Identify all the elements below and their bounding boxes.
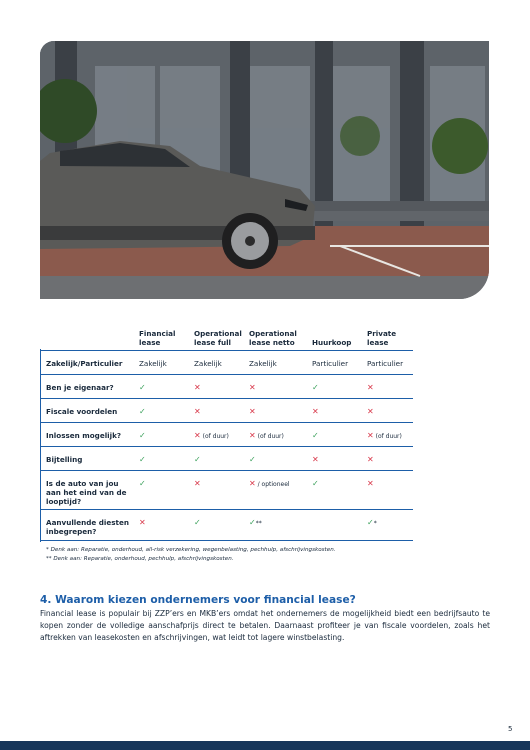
table-row <box>40 471 413 510</box>
cross-icon: ✕ <box>249 479 256 488</box>
header-operational-netto: Operational lease netto <box>249 329 297 347</box>
row-label: Zakelijk/Particulier <box>40 351 139 375</box>
table-cell <box>367 399 413 423</box>
table-cell <box>367 423 413 447</box>
row-label: Fiscale voordelen <box>40 399 139 423</box>
header-operational-full: Operational lease full <box>194 329 242 347</box>
table-cell: Zakelijk <box>139 351 194 375</box>
table-cell <box>194 423 249 447</box>
check-icon: ✓ <box>139 383 146 392</box>
table-cell <box>312 510 367 541</box>
cross-icon: ✕ <box>367 407 374 416</box>
car-illustration <box>40 41 489 299</box>
check-icon: ✓ <box>194 518 201 527</box>
table-cell <box>367 375 413 399</box>
cross-icon: ✕ <box>194 383 201 392</box>
footer-bar <box>0 741 530 750</box>
table-cell <box>194 399 249 423</box>
table-cell <box>249 399 312 423</box>
row-label: Bijtelling <box>40 447 139 471</box>
check-icon: ✓ <box>312 383 319 392</box>
check-icon: ✓ <box>139 479 146 488</box>
table-cell <box>194 447 249 471</box>
check-icon: ✓ <box>367 518 374 527</box>
cross-icon: ✕ <box>312 455 319 464</box>
row-label: Aanvullende diesten inbegrepen? <box>40 510 139 541</box>
cross-icon: ✕ <box>367 431 374 440</box>
car-photo <box>40 41 489 299</box>
table-cell: Particulier <box>312 351 367 375</box>
cross-icon: ✕ <box>139 518 146 527</box>
table-cell <box>194 375 249 399</box>
table-cell <box>367 471 413 510</box>
row-label: Inlossen mogelijk? <box>40 423 139 447</box>
cell-note: (of duur) <box>255 433 284 440</box>
table-cell <box>194 510 249 541</box>
footnote-one: * Denk aan: Reparatie, onderhoud, all-risk verzekering, wegenbelasting, pechhulp, afschrijvingskosten. <box>46 547 336 553</box>
table-cell <box>312 399 367 423</box>
table-cell <box>249 447 312 471</box>
check-icon: ✓ <box>139 431 146 440</box>
cell-note: / optioneel <box>255 481 290 488</box>
table-cell <box>249 423 312 447</box>
table-cell <box>249 510 312 541</box>
table-cell <box>139 471 194 510</box>
table-row <box>40 351 413 375</box>
row-label: Ben je eigenaar? <box>40 375 139 399</box>
header-financial-lease: Financial lease <box>139 329 176 347</box>
table-cell <box>312 375 367 399</box>
cross-icon: ✕ <box>249 407 256 416</box>
check-icon: ✓ <box>139 455 146 464</box>
table-row <box>40 510 413 541</box>
table-cell <box>139 447 194 471</box>
cell-note: * <box>373 520 377 527</box>
table-cell <box>139 399 194 423</box>
header-empty <box>40 325 139 351</box>
table-cell <box>249 471 312 510</box>
table-cell: Zakelijk <box>194 351 249 375</box>
table-cell <box>312 447 367 471</box>
table-cell <box>139 510 194 541</box>
row-label: Is de auto van jou aan het eind van de looptijd? <box>40 471 139 510</box>
cross-icon: ✕ <box>194 479 201 488</box>
table-row <box>40 399 413 423</box>
cell-note: (of duur) <box>373 433 402 440</box>
table-cell <box>367 510 413 541</box>
page-number: 5 <box>508 725 513 733</box>
table-row <box>40 423 413 447</box>
table-row <box>40 447 413 471</box>
cross-icon: ✕ <box>249 431 256 440</box>
table-row <box>40 375 413 399</box>
table-cell <box>312 423 367 447</box>
table-cell: Zakelijk <box>249 351 312 375</box>
cross-icon: ✕ <box>194 407 201 416</box>
check-icon: ✓ <box>194 455 201 464</box>
cross-icon: ✕ <box>367 383 374 392</box>
section-body: Financial lease is populair bij ZZP’ers en MKB’ers omdat het ondernemers de mogelijkheid biedt een bedrijfsauto te kopen zonder de volledige aanschafprijs direct te betalen. Daarnaast profiteer je van fiscale voordelen, zoals het aftrekken van leasekosten en afschrijvingen, wat leidt tot lagere winstbelasting. <box>40 609 490 643</box>
section-title: 4. Waarom kiezen ondernemers voor financial lease? <box>40 594 356 606</box>
cross-icon: ✕ <box>249 383 256 392</box>
cross-icon: ✕ <box>367 479 374 488</box>
footnote-two: ** Denk aan: Reparatie, onderhoud, pechhulp, afschrijvingskosten. <box>46 556 234 562</box>
cell-note: ** <box>255 520 262 527</box>
table-cell: Particulier <box>367 351 413 375</box>
header-private-lease: Private lease <box>367 329 397 347</box>
table-cell <box>194 471 249 510</box>
cross-icon: ✕ <box>367 455 374 464</box>
check-icon: ✓ <box>249 518 256 527</box>
check-icon: ✓ <box>312 479 319 488</box>
cell-note: (of duur) <box>200 433 229 440</box>
check-icon: ✓ <box>139 407 146 416</box>
table-header-row <box>40 325 413 351</box>
table-cell <box>139 423 194 447</box>
table-cell <box>139 375 194 399</box>
table-cell <box>312 471 367 510</box>
header-huurkoop: Huurkoop <box>312 338 352 347</box>
cross-icon: ✕ <box>312 407 319 416</box>
table-cell <box>249 375 312 399</box>
table-cell <box>367 447 413 471</box>
cross-icon: ✕ <box>194 431 201 440</box>
check-icon: ✓ <box>249 455 256 464</box>
check-icon: ✓ <box>312 431 319 440</box>
lease-comparison-table <box>40 325 413 541</box>
